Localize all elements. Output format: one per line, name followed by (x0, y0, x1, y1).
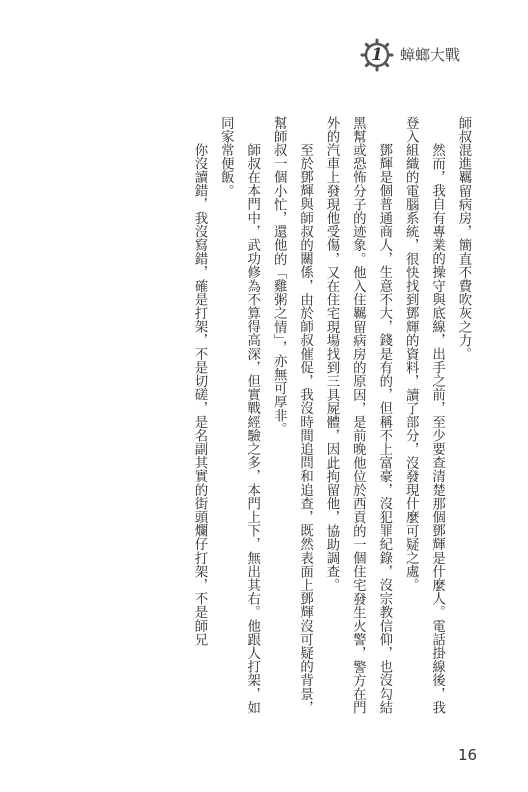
chapter-header (360, 38, 500, 72)
chapter-title: 蟑螂大戰 (400, 46, 461, 64)
paragraph: 師叔在本門中，武功修為不算得高深，但實戰經驗之多，本門上下，無出其右。他跟人打架，如同家常便飯。 (218, 116, 260, 714)
paragraph: 你沒讀錯，我沒寫錯，確是打架，不是切磋，是名副其實的街頭爛仔打架，不是師兄 (191, 142, 207, 646)
chapter-number: 1 (371, 45, 383, 65)
vertical-body-text (186, 116, 476, 726)
paragraph: 師叔混進羈留病房，簡直不費吹灰之力。 (456, 116, 471, 361)
paragraph: 鄧輝是個普通商人，生意不大，錢是有的，但稱不上富豪，沒犯罪紀錄，沒宗教信仰，也沒勾結黑幫或恐怖分子的迹象。他入住羈留病房的原因，是前晚他位於西貢的一個住宅發生火警，警方在門外的汽車上發現他受傷，又在住宅現場找到三具屍體，因此拘留他，協助調查。 (323, 116, 392, 715)
paragraph: 然而，我自有專業的操守與底線，出手之前，至少要查清楚那個鄧輝是什麼人。電話掛線後，我登入組織的電腦系統，很快找到鄧輝的資料，讀了部分，沒發現什麼可疑之處。 (403, 116, 445, 714)
paragraph: 至於鄧輝與師叔的關係，由於師叔催促，我沒時間追問和追查，既然表面上鄧輝沒可疑的背景，幫師叔一個小忙，還他的「雞粥之情」，亦無可厚非。 (271, 116, 313, 714)
page-number: 16 (458, 746, 478, 764)
